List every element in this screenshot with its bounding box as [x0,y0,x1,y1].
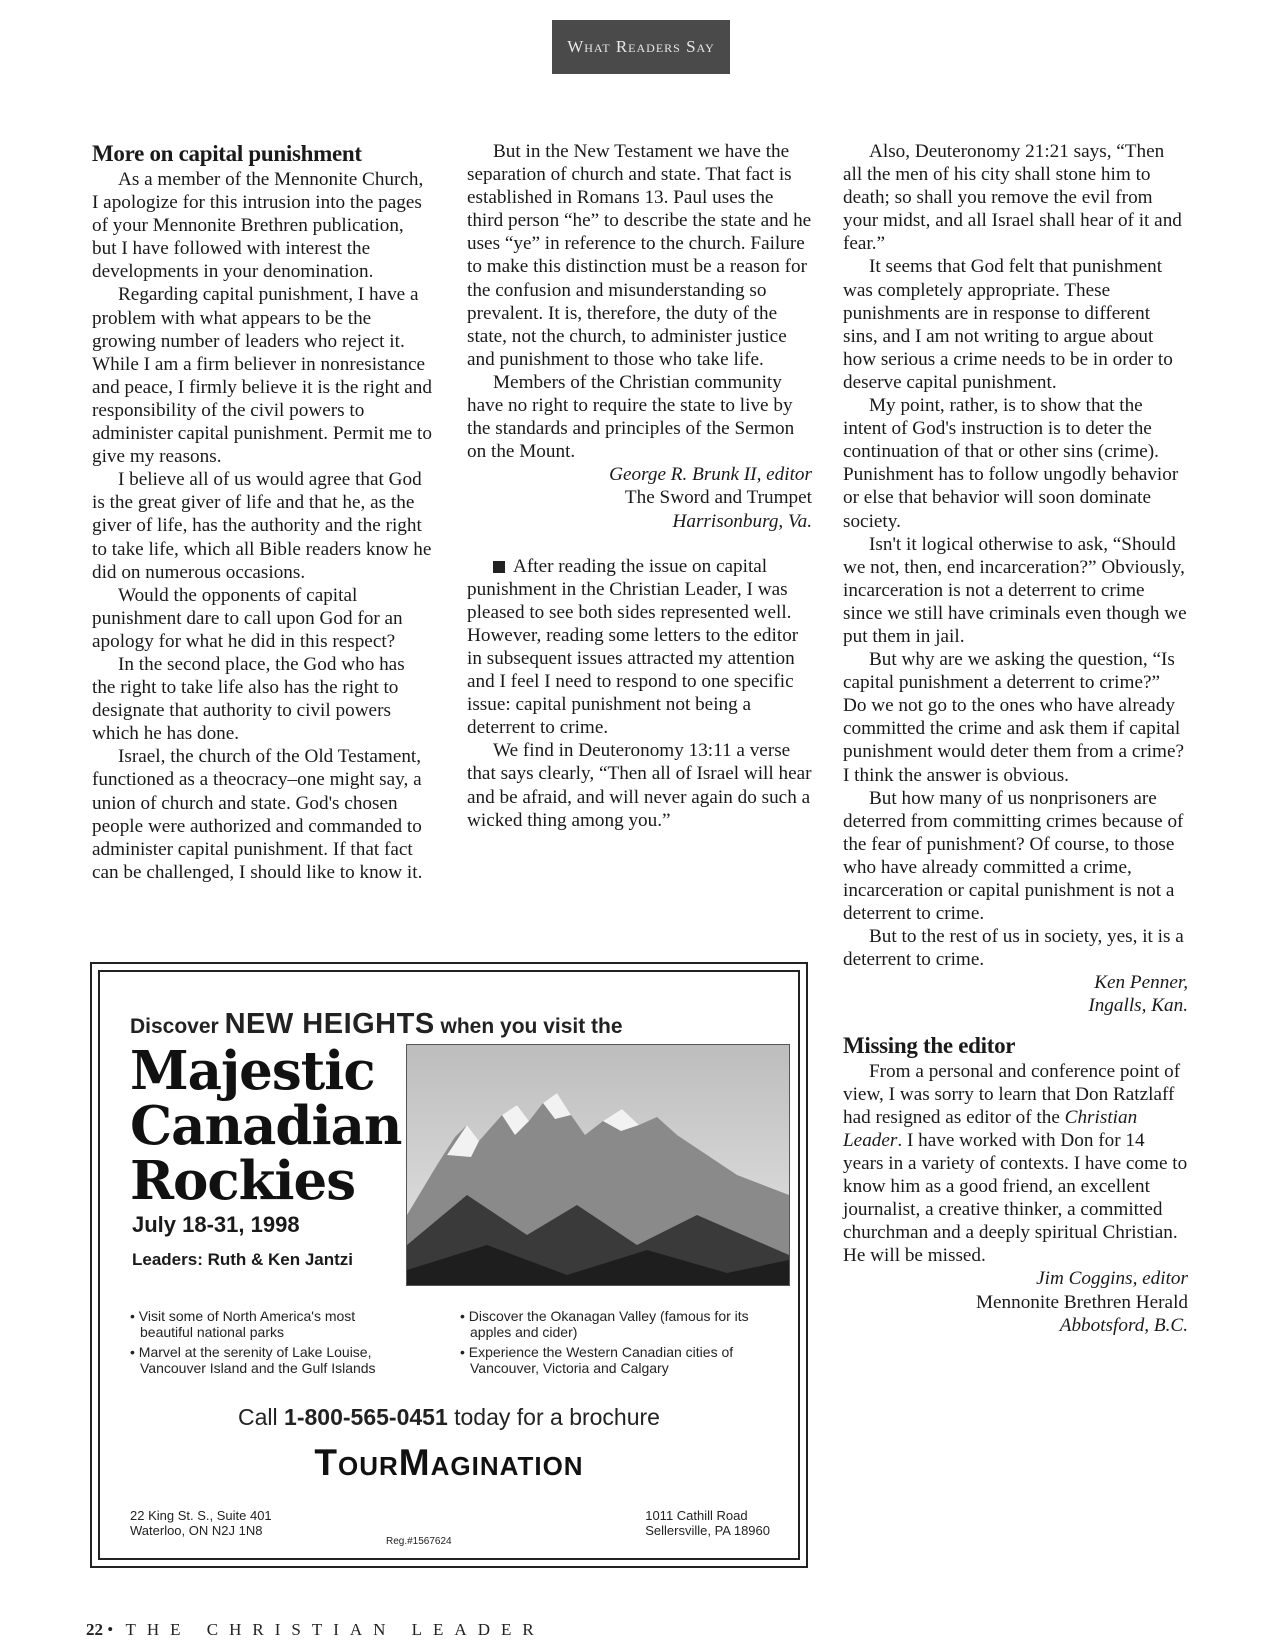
paragraph: Israel, the church of the Old Testament, functioned as a theocracy–one might say, a union of church and state. God's chosen people were authorized and commanded to administer capital punishment. If that fact can be challenged, I should like to know it. [92,746,423,883]
paragraph: From a personal and conference point of view, I was sorry to learn that Don Ratzlaff had resigned as editor of the Christian Leader. I have worked with Don for 14 years in a variety of contexts. I have come to know him as a good friend, an excellent journalist, a creative thinker, a committed churchman and a deeply spiritual Christian. He will be missed. [843,1060,1188,1267]
signature-place: Harrisonburg, Va. [672,510,812,532]
ad-dates: July 18-31, 1998 [132,1212,300,1237]
ad-bullets-left [130,1308,410,1380]
publication-name: THE CHRISTIAN LEADER [125,1620,545,1639]
page-footer [86,1620,545,1640]
footer-separator: • [107,1620,114,1639]
signature-org: The Sword and Trumpet [624,487,812,509]
paragraph: We find in Deuteronomy 13:11 a verse that says clearly, “Then all of Israel will hear and be afraid, and will never again do such a wicked thing among you.” [467,740,812,831]
ad-inner-frame [98,970,800,1560]
column-2 [467,140,812,832]
phone-number: 1-800-565-0451 [284,1404,448,1430]
paragraph: I believe all of us would agree that God is the great giver of life and that he, as the giver of life, has the authority and the right to take life, which all Bible readers know he did on numerous occasions. [92,469,432,583]
column-3 [843,140,1188,1337]
address-right: 1011 Cathill Road Sellersville, PA 18960 [645,1508,770,1538]
paragraph: Regarding capital punishment, I have a problem with what appears to be the growing number of leaders who reject it. While I am a firm believer in nonresistance and peace, I firmly believe it is the right and responsibility of the civil powers to administer capital punishment. Permit me to give my reasons. [92,284,432,468]
column-1 [92,140,432,884]
paragraph: But to the rest of us in society, yes, it is a deterrent to crime. [843,926,1184,971]
paragraph: My point, rather, is to show that the intent of God's instruction is to deter the continuation of that or other sins (crime). Punishment has to follow ungodly behavior or else that behavior will soon dominate society. [843,395,1179,532]
paragraph: But in the New Testament we have the separation of church and state. That fact is established in Romans 13. Paul uses the third person “he” to describe the state and he uses “ye” in reference to the church. Failure to make this distinction must be a reason for the confusion and misunderstanding so prevalent. It is, therefore, the duty of the state, not the church, to administer justice and punishment to those who take life. [467,141,812,370]
paragraph: Would the opponents of capital punishment dare to call upon God for an apology for what he did in this respect? [92,584,403,652]
list-item: • Marvel at the serenity of Lake Louise, Vancouver Island and the Gulf Islands [130,1344,410,1376]
ad-call-to-action: Call 1-800-565-0451 today for a brochure [238,1404,660,1430]
ad-leaders: Leaders: Ruth & Ken Jantzi [132,1250,354,1269]
list-item: • Visit some of North America's most beautiful national parks [130,1308,410,1340]
paragraph: It seems that God felt that punishment was completely appropriate. These punishments are in response to different sins, and I am not writing to argue about how serious a crime needs to be in order to deserve capital punishment. [843,256,1173,393]
signature-place: Ingalls, Kan. [1088,995,1188,1017]
paragraph: After reading the issue on capital punishment in the Christian Leader, I was pleased to see both sides represented well. However, reading some letters to the editor in subsequent issues attracted my attention and I feel I need to respond to one specific issue: capital punishment not being a deterrent to crime. [467,555,799,739]
paragraph: Also, Deuteronomy 21:21 says, “Then all the men of his city shall stone him to death; so shall you remove the evil from your midst, and all Israel shall hear of it and fear.” [843,141,1182,255]
mountain-photo [406,1044,790,1286]
paragraph: In the second place, the God who has the right to take life also has the right to designate that authority to civil powers which he has done. [92,653,405,745]
paragraph: But how many of us nonprisoners are deterred from committing crimes because of the fear of punishment? Of course, to those who have already committed a crime, incarceration or capital punishment is not a deterrent to crime. [843,787,1184,925]
ad-title: Majestic Canadian Rockies [130,1040,402,1212]
page-number: 22 [86,1620,103,1639]
letter-heading: More on capital punishment [92,141,362,166]
signature-org: Mennonite Brethren Herald [975,1291,1188,1313]
signature-name: Ken Penner, [1094,972,1188,994]
square-bullet-icon [493,561,505,573]
ad-bullets-right [460,1308,760,1380]
tour-advertisement [90,962,808,1568]
signature-place: Abbotsford, B.C. [1059,1314,1188,1336]
ad-tagline: Discover NEW HEIGHTS when you visit the [130,1008,623,1040]
section-label: What Readers Say [552,20,730,74]
list-item: • Discover the Okanagan Valley (famous for its apples and cider) [460,1308,760,1340]
registration-number: Reg.#1567624 [386,1536,452,1547]
address-left: 22 King St. S., Suite 401 Waterloo, ON N2J 1N8 [130,1508,272,1538]
letter-heading: Missing the editor [843,1032,1016,1058]
paragraph: Members of the Christian community have no right to require the state to live by the standards and principles of the Sermon on the Mount. [467,371,795,463]
signature-name: George R. Brunk II, editor [609,464,812,486]
paragraph: As a member of the Mennonite Church, I apologize for this intrusion into the pages of your Mennonite Brethren publication, but I have followed with interest the developments in your denomination. [92,169,424,283]
list-item: • Experience the Western Canadian cities of Vancouver, Victoria and Calgary [460,1344,760,1376]
signature-name: Jim Coggins, editor [1036,1268,1188,1290]
paragraph: Isn't it logical otherwise to ask, “Should we not, then, end incarceration?” Obviously, incarceration is not a deterrent to crime since we still have criminals even though we put them in jail. [843,533,1187,647]
paragraph: But why are we asking the question, “Is capital punishment a deterrent to crime?” Do we not go to the ones who have already committed the crime and ask them if capital punishment would deter them from a crime? I think the answer is obvious. [843,649,1185,786]
mountain-icon [407,1045,789,1285]
brand-logo: TourMagination [314,1442,584,1483]
